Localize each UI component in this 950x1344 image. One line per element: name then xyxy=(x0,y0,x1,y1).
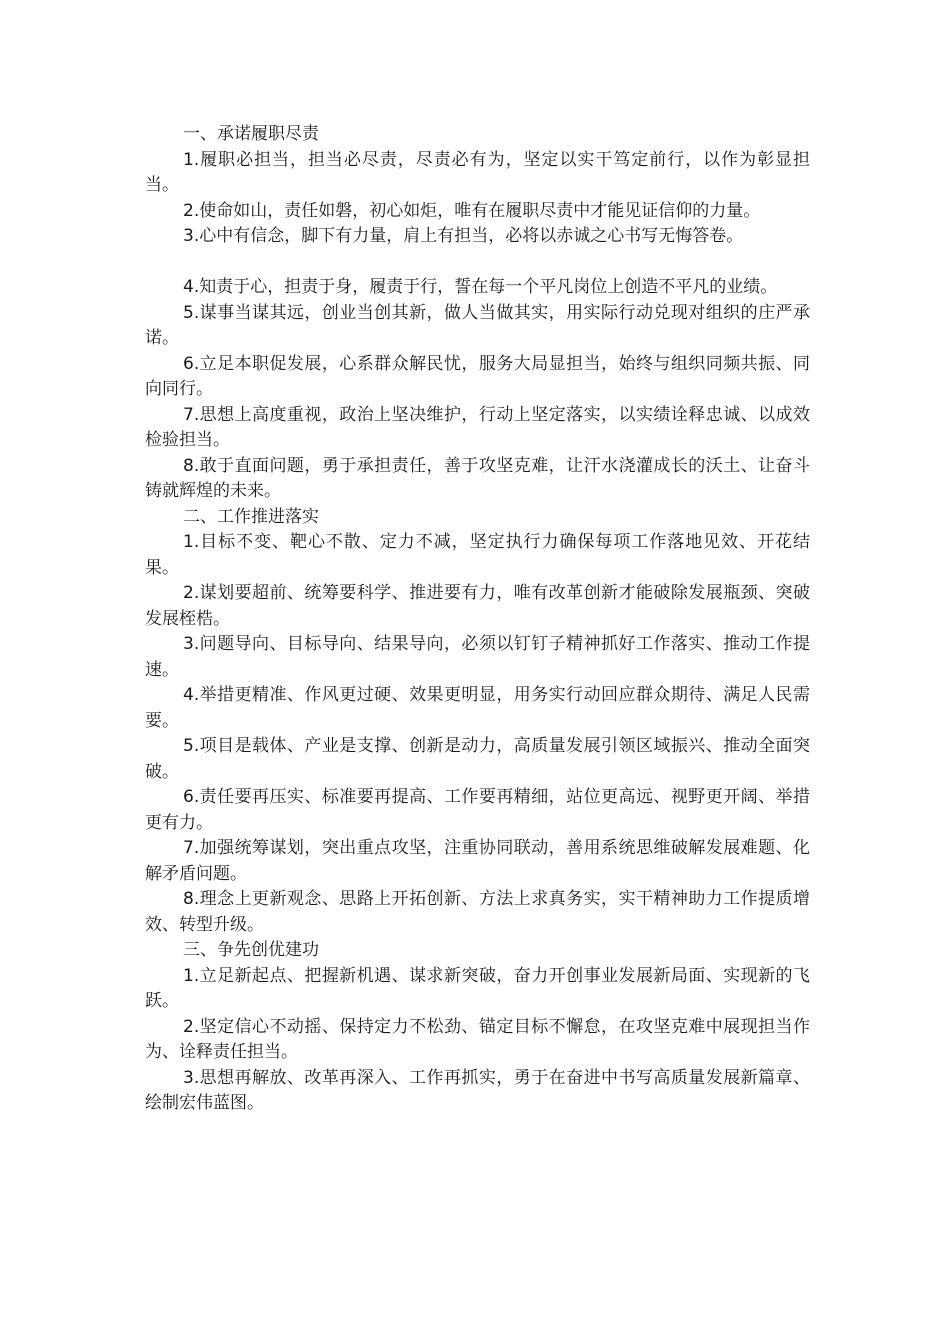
section-heading-3: 三、争先创优建功 xyxy=(183,940,319,960)
section-1-item-2: 2.使命如山，责任如磐，初心如炬，唯有在履职尽责中才能见证信仰的力量。 xyxy=(183,200,761,221)
section-2-item-8: 8.理念上更新观念、思路上开拓创新、方法上求真务实，实干精神助力工作提质增效、转型升级。 xyxy=(145,889,810,935)
section-1-item-3: 3.心中有信念，脚下有力量，肩上有担当，必将以赤诚之心书写无悔答卷。 xyxy=(183,226,744,246)
section-3-item-2: 2.坚定信心不动摇、保持定力不松劲、锚定目标不懈怠，在攻坚克难中展现担当作为、诠释责任担当。 xyxy=(145,1016,810,1062)
section-2-item-7: 7.加强统筹谋划，突出重点攻坚，注重协同联动，善用系统思维破解发展难题、化解矛盾问题。 xyxy=(145,838,810,884)
section-1-item-1: 1.履职必担当，担当必尽责，尽责必有为，坚定以实干笃定前行，以作为彰显担当。 xyxy=(145,149,810,195)
section-3-item-1: 1.立足新起点、把握新机遇、谋求新突破，奋力开创事业发展新局面、实现新的飞跃。 xyxy=(145,965,810,1011)
section-2-item-5: 5.项目是载体、产业是支撑、创新是动力，高质量发展引领区域振兴、推动全面突破。 xyxy=(145,736,810,782)
section-1-item-6: 6.立足本职促发展，心系群众解民忧，服务大局显担当，始终与组织同频共振、同向同行。 xyxy=(145,353,810,399)
section-heading-1: 一、承诺履职尽责 xyxy=(183,124,319,144)
document-page xyxy=(145,122,810,1117)
section-2-item-3: 3.问题导向、目标导向、结果导向，必须以钉钉子精神抓好工作落实、推动工作提速。 xyxy=(145,634,810,680)
section-1-item-7: 7.思想上高度重视，政治上坚决维护，行动上坚定落实，以实绩诠释忠诚、以成效检验担当。 xyxy=(145,404,810,450)
section-3-item-3: 3.思想再解放、改革再深入、工作再抓实，勇于在奋进中书写高质量发展新篇章、绘制宏伟蓝图。 xyxy=(145,1067,810,1113)
section-2-item-4: 4.举措更精准、作风更过硬、效果更明显，用务实行动回应群众期待、满足人民需要。 xyxy=(145,685,810,731)
section-2-item-6: 6.责任要再压实、标准要再提高、工作要再精细，站位更高远、视野更开阔、举措更有力。 xyxy=(145,787,810,833)
section-2-item-2: 2.谋划要超前、统筹要科学、推进要有力，唯有改革创新才能破除发展瓶颈、突破发展桎梏。 xyxy=(145,583,810,629)
section-2-item-1: 1.目标不变、靶心不散、定力不减，坚定执行力确保每项工作落地见效、开花结果。 xyxy=(145,532,810,578)
section-1-item-5: 5.谋事当谋其远，创业当创其新，做人当做其实，用实际行动兑现对组织的庄严承诺。 xyxy=(145,302,810,348)
section-1-item-4: 4.知责于心，担责于身，履责于行，誓在每一个平凡岗位上创造不平凡的业绩。 xyxy=(183,277,778,297)
section-1-item-8: 8.敢于直面问题，勇于承担责任，善于攻坚克难，让汗水浇灌成长的沃土、让奋斗铸就辉煌的未来。 xyxy=(145,455,810,501)
section-heading-2: 二、工作推进落实 xyxy=(183,506,319,527)
paragraph-gap xyxy=(145,250,810,276)
